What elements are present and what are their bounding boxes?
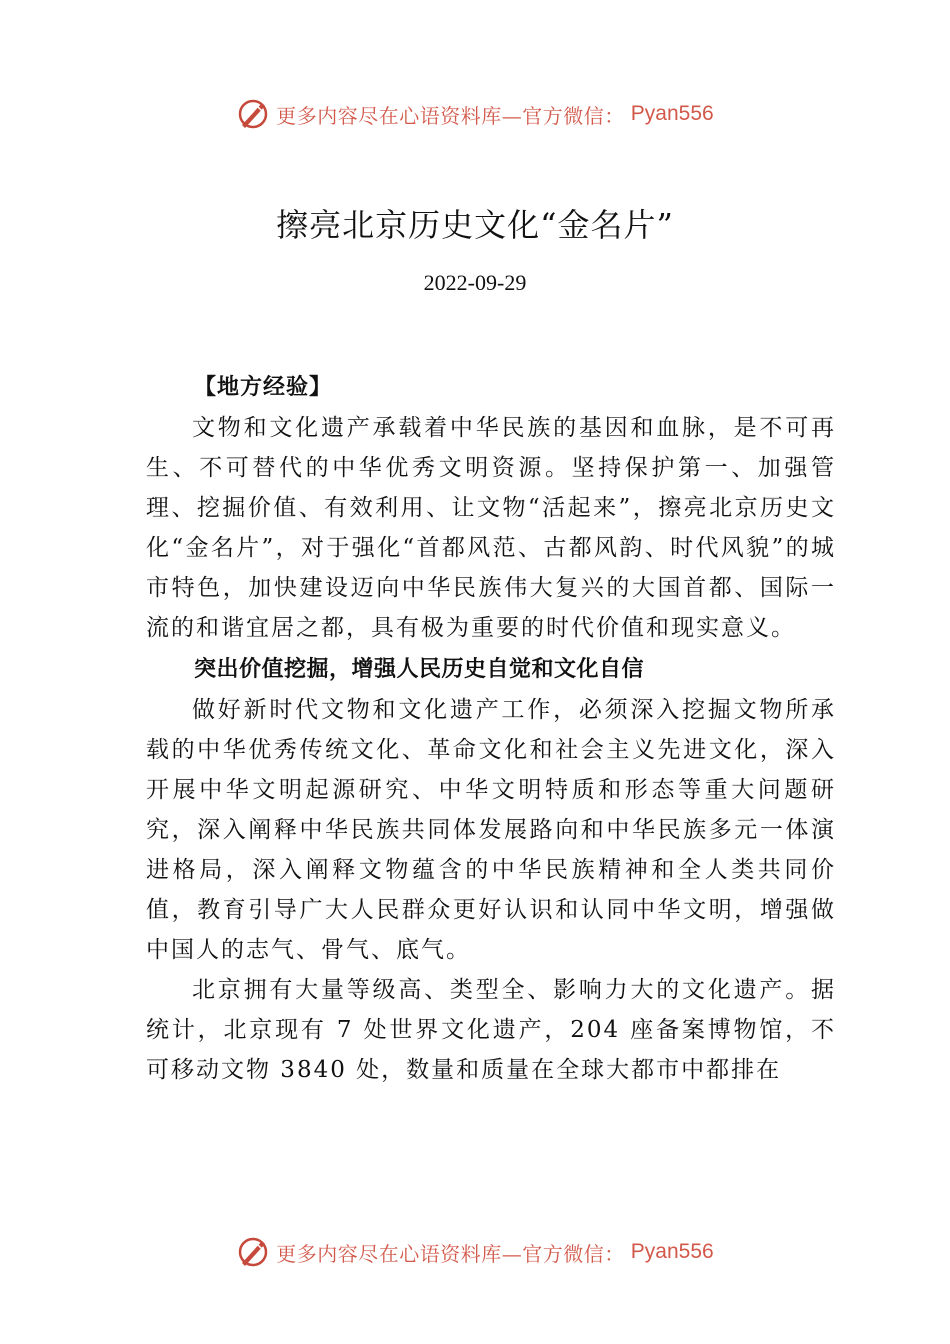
body-paragraph: 北京拥有大量等级高、类型全、影响力大的文化遗产。据统计，北京现有 7 处世界文化遗产，204 座备案博物馆，不可移动文物 3840 处，数量和质量在全球大都市中都排在 [146,977,836,1083]
watermark-banner-top [0,94,950,134]
watermark-wechat-id: Pyan556 [630,102,714,125]
document-date: 2022-09-29 [423,270,527,295]
document-title: 擦亮北京历史文化“金名片” [276,206,674,244]
watermark-text: 更多内容尽在心语资料库—官方微信： [276,1241,625,1266]
body-paragraph: 做好新时代文物和文化遗产工作，必须深入挖掘文物所承载的中华优秀传统文化、革命文化和社会主义先进文化，深入开展中华文明起源研究、中华文明特质和形态等重大问题研究，深入阐释中华民族共同体发展路向和中华民族多元一体演进格局，深入阐释文物蕴含的中华民族精神和全人类共同价值，教育引导广大人民群众更好认识和认同中华文明，增强做中国人的志气、骨气、底气。 [146,697,836,963]
watermark-banner-bottom [0,1232,950,1272]
document-body [146,368,836,1090]
section-subheading: 突出价值挖掘，增强人民历史自觉和文化自信 [194,657,645,682]
watermark-wechat-id: Pyan556 [630,1240,714,1263]
pen-seal-logo-icon [236,97,270,131]
section-tag: 【地方经验】 [194,375,333,400]
body-paragraph: 文物和文化遗产承载着中华民族的基因和血脉，是不可再生、不可替代的中华优秀文明资源。坚持保护第一、加强管理、挖掘价值、有效利用、让文物“活起来”，擦亮北京历史文化“金名片”，对于强化“首都风范、古都风韵、时代风貌”的城市特色，加快建设迈向中华民族伟大复兴的大国首都、国际一流的和谐宜居之都，具有极为重要的时代价值和现实意义。 [146,415,836,641]
watermark-text: 更多内容尽在心语资料库—官方微信： [276,103,625,128]
pen-seal-logo-icon [236,1235,270,1269]
